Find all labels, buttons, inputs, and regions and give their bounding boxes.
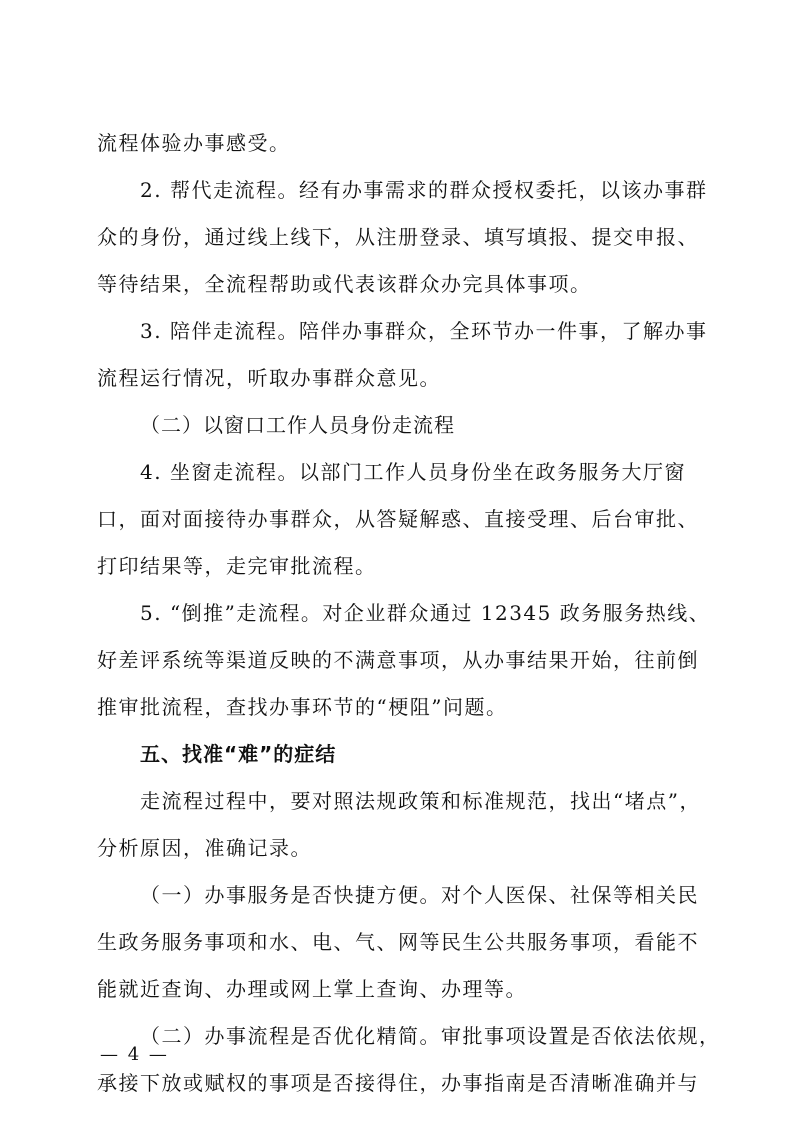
text-line-19: 能就近查询、办理或网上掌上查询、办理等。 — [97, 977, 527, 1001]
text-line-17: （一）办事服务是否快捷方便。对个人医保、社保等相关民 — [140, 883, 699, 907]
subheading-window-staff: （二）以窗口工作人员身份走流程 — [140, 413, 455, 437]
section-heading-five: 五、找准“难”的症结 — [140, 742, 337, 766]
text-line-9: 口，面对面接待办事群众，从答疑解惑、直接受理、后台审批、 — [97, 507, 699, 531]
text-line-8: 4. 坐窗走流程。以部门工作人员身份坐在政务服务大厅窗 — [140, 460, 686, 484]
text-line-16: 分析原因，准确记录。 — [97, 836, 312, 860]
text-line-11: 5. “倒推”走流程。对企业群众通过 12345 政务服务热线、 — [140, 601, 711, 625]
text-line-18: 生政务服务事项和水、电、气、网等民生公共服务事项，看能不 — [97, 930, 699, 954]
text-line-2: 2. 帮代走流程。经有办事需求的群众授权委托，以该办事群 — [140, 178, 708, 202]
page-number: — 4 — — [100, 1044, 169, 1065]
text-line-10: 打印结果等，走完审批流程。 — [97, 554, 377, 578]
text-line-6: 流程运行情况，听取办事群众意见。 — [97, 366, 441, 390]
text-line-1: 流程体验办事感受。 — [97, 131, 291, 155]
text-line-4: 等待结果，全流程帮助或代表该群众办完具体事项。 — [97, 272, 592, 296]
text-line-5: 3. 陪伴走流程。陪伴办事群众，全环节办一件事，了解办事 — [140, 319, 708, 343]
text-line-13: 推审批流程，查找办事环节的“梗阻”问题。 — [97, 695, 508, 719]
text-line-15: 走流程过程中，要对照法规政策和标准规范，找出“堵点”， — [140, 789, 701, 813]
text-line-21: 承接下放或赋权的事项是否接得住，办事指南是否清晰准确并与 — [97, 1071, 699, 1095]
text-line-3: 众的身份，通过线上线下，从注册登录、填写填报、提交申报、 — [97, 225, 699, 249]
text-line-12: 好差评系统等渠道反映的不满意事项，从办事结果开始，往前倒 — [97, 648, 699, 672]
text-line-20: （二）办事流程是否优化精简。审批事项设置是否依法依规， — [140, 1024, 721, 1048]
